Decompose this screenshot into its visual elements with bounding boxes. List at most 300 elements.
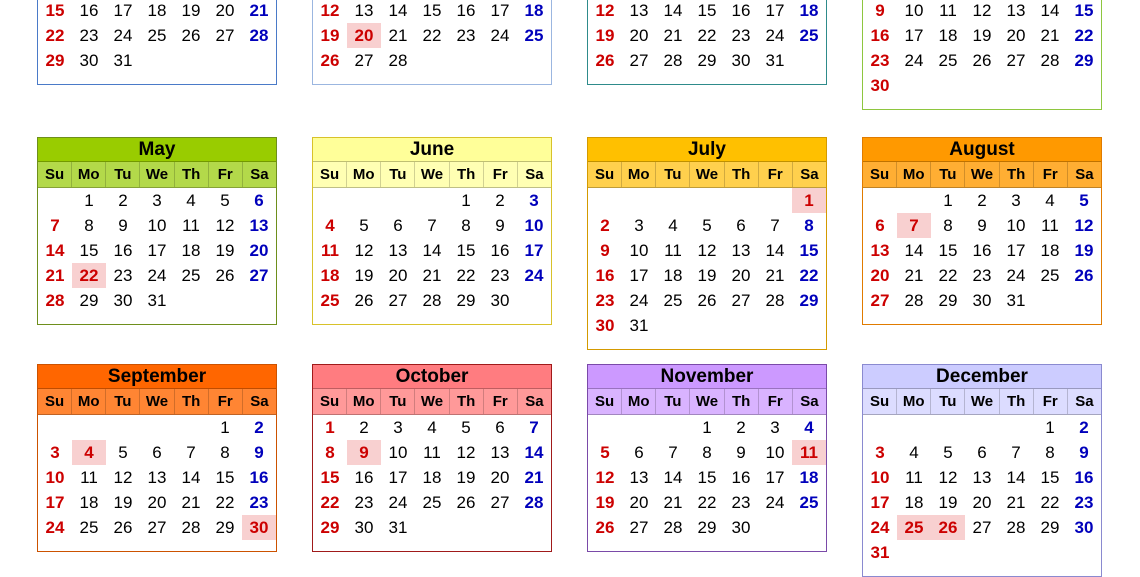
day-cell: 15 bbox=[422, 1, 442, 20]
day-cell bbox=[517, 515, 551, 540]
day-cell bbox=[208, 48, 242, 73]
day-cell: 27 bbox=[490, 493, 510, 512]
day-cell: 20 bbox=[1006, 26, 1026, 45]
day-cell: 27 bbox=[629, 51, 649, 70]
day-cell: 22 bbox=[422, 26, 442, 45]
day-cell: 21 bbox=[45, 266, 65, 285]
week-row bbox=[588, 440, 826, 465]
day-cell: 7 bbox=[668, 443, 678, 462]
day-cell: 30 bbox=[972, 291, 992, 310]
day-cell: 1 bbox=[792, 188, 826, 213]
weekday-label: Fr bbox=[209, 389, 243, 414]
day-cell: 9 bbox=[254, 443, 264, 462]
day-cell: 23 bbox=[354, 493, 374, 512]
day-cell: 15 bbox=[799, 241, 819, 260]
day-cell: 1 bbox=[702, 418, 712, 437]
day-cell: 2 bbox=[254, 418, 264, 437]
day-cell: 27 bbox=[215, 26, 235, 45]
month-september bbox=[37, 364, 277, 552]
day-cell: 11 bbox=[423, 443, 441, 462]
week-row bbox=[38, 440, 276, 465]
day-cell: 30 bbox=[870, 76, 890, 95]
day-cell: 23 bbox=[595, 291, 615, 310]
day-cell: 11 bbox=[939, 1, 957, 20]
day-cell: 14 bbox=[181, 468, 201, 487]
day-cell: 18 bbox=[904, 493, 924, 512]
weekday-label: Mo bbox=[622, 389, 656, 414]
weekday-header bbox=[313, 389, 551, 415]
day-cell: 30 bbox=[242, 515, 276, 540]
weekday-header bbox=[863, 162, 1101, 188]
month-title: October bbox=[313, 365, 551, 389]
day-cell bbox=[965, 415, 999, 440]
day-cell: 3 bbox=[152, 191, 162, 210]
day-cell: 22 bbox=[1040, 493, 1060, 512]
week-row bbox=[313, 465, 551, 490]
weekday-label: Su bbox=[38, 389, 72, 414]
day-cell bbox=[1067, 73, 1101, 98]
day-cell bbox=[483, 515, 517, 540]
day-cell: 5 bbox=[118, 443, 128, 462]
day-cell: 22 bbox=[320, 493, 340, 512]
week-row bbox=[38, 515, 276, 540]
weekday-label: Su bbox=[863, 162, 897, 187]
weekday-label: Fr bbox=[209, 162, 243, 187]
day-cell: 15 bbox=[45, 1, 65, 20]
day-cell: 15 bbox=[79, 241, 99, 260]
day-cell: 14 bbox=[388, 1, 408, 20]
weekday-label: Fr bbox=[759, 162, 793, 187]
day-cell bbox=[863, 188, 897, 213]
day-cell: 8 bbox=[461, 216, 471, 235]
day-cell: 3 bbox=[529, 191, 539, 210]
day-cell: 27 bbox=[731, 291, 751, 310]
day-cell: 31 bbox=[765, 51, 785, 70]
day-cell: 5 bbox=[359, 216, 369, 235]
week-row bbox=[588, 0, 826, 23]
weekday-label: Fr bbox=[484, 162, 518, 187]
day-cell: 31 bbox=[629, 316, 649, 335]
day-cell: 17 bbox=[870, 493, 890, 512]
day-cell: 15 bbox=[320, 468, 340, 487]
weekday-label: Sa bbox=[525, 166, 544, 183]
day-cell: 25 bbox=[1040, 266, 1060, 285]
month-title: July bbox=[588, 138, 826, 162]
day-cell: 27 bbox=[354, 51, 374, 70]
day-cell: 24 bbox=[147, 266, 167, 285]
weekday-label: Sa bbox=[1075, 393, 1094, 410]
day-cell: 8 bbox=[84, 216, 94, 235]
day-cell bbox=[690, 188, 724, 213]
day-cell: 19 bbox=[215, 241, 235, 260]
weekday-header bbox=[588, 162, 826, 188]
day-cell: 11 bbox=[905, 468, 923, 487]
day-cell bbox=[724, 188, 758, 213]
day-cell: 22 bbox=[938, 266, 958, 285]
day-cell: 28 bbox=[663, 518, 683, 537]
week-row bbox=[313, 515, 551, 540]
week-row bbox=[588, 415, 826, 440]
month-title: November bbox=[588, 365, 826, 389]
week-row bbox=[588, 238, 826, 263]
weekday-label: We bbox=[140, 389, 174, 414]
weekday-label: We bbox=[415, 162, 449, 187]
day-cell: 10 bbox=[388, 443, 408, 462]
day-cell: 17 bbox=[524, 241, 544, 260]
day-cell: 2 bbox=[359, 418, 369, 437]
week-row bbox=[38, 415, 276, 440]
day-cell bbox=[449, 48, 483, 73]
day-cell: 9 bbox=[118, 216, 128, 235]
weekday-label: Mo bbox=[347, 389, 381, 414]
day-cell: 25 bbox=[524, 26, 544, 45]
day-cell: 24 bbox=[765, 26, 785, 45]
day-cell: 15 bbox=[456, 241, 476, 260]
day-cell: 19 bbox=[595, 26, 615, 45]
day-cell: 20 bbox=[147, 493, 167, 512]
day-cell bbox=[588, 415, 622, 440]
day-cell: 15 bbox=[938, 241, 958, 260]
day-cell: 17 bbox=[388, 468, 408, 487]
day-cell: 8 bbox=[702, 443, 712, 462]
week-row bbox=[313, 490, 551, 515]
day-cell bbox=[999, 415, 1033, 440]
weekday-label: Sa bbox=[800, 393, 819, 410]
day-cell: 16 bbox=[354, 468, 374, 487]
week-row bbox=[313, 288, 551, 313]
day-cell: 13 bbox=[1006, 1, 1026, 20]
day-cell: 24 bbox=[490, 26, 510, 45]
day-cell: 18 bbox=[524, 1, 544, 20]
week-row bbox=[863, 415, 1101, 440]
day-cell: 28 bbox=[388, 51, 408, 70]
week-row bbox=[863, 263, 1101, 288]
day-cell bbox=[140, 415, 174, 440]
day-cell bbox=[483, 48, 517, 73]
week-row bbox=[313, 0, 551, 23]
day-cell: 27 bbox=[629, 518, 649, 537]
day-cell: 3 bbox=[875, 443, 885, 462]
day-cell: 29 bbox=[1074, 51, 1094, 70]
day-cell: 9 bbox=[600, 241, 610, 260]
day-cell: 11 bbox=[321, 241, 339, 260]
day-cell bbox=[724, 313, 758, 338]
week-row bbox=[863, 73, 1101, 98]
day-cell: 3 bbox=[770, 418, 780, 437]
day-cell: 30 bbox=[595, 316, 615, 335]
week-row bbox=[863, 288, 1101, 313]
day-cell: 23 bbox=[972, 266, 992, 285]
day-cell: 29 bbox=[697, 518, 717, 537]
day-cell bbox=[1067, 540, 1101, 565]
month-partial-4 bbox=[862, 0, 1102, 110]
day-cell bbox=[656, 313, 690, 338]
day-cell: 2 bbox=[977, 191, 987, 210]
day-cell: 21 bbox=[249, 1, 269, 20]
weekday-label: Mo bbox=[347, 162, 381, 187]
day-cell: 28 bbox=[1040, 51, 1060, 70]
week-row bbox=[863, 23, 1101, 48]
week-row bbox=[863, 188, 1101, 213]
month-partial-2 bbox=[312, 0, 552, 85]
day-cell: 24 bbox=[524, 266, 544, 285]
day-cell: 14 bbox=[765, 241, 785, 260]
day-cell: 16 bbox=[870, 26, 890, 45]
day-cell: 23 bbox=[113, 266, 133, 285]
day-cell bbox=[174, 288, 208, 313]
day-cell: 5 bbox=[461, 418, 471, 437]
day-cell: 19 bbox=[938, 493, 958, 512]
day-cell: 21 bbox=[904, 266, 924, 285]
weekday-label: We bbox=[140, 162, 174, 187]
day-cell bbox=[517, 288, 551, 313]
day-cell: 21 bbox=[388, 26, 408, 45]
day-cell bbox=[656, 415, 690, 440]
day-cell bbox=[622, 415, 656, 440]
day-cell: 29 bbox=[799, 291, 819, 310]
day-cell bbox=[999, 73, 1033, 98]
day-cell: 22 bbox=[799, 266, 819, 285]
day-cell: 3 bbox=[1011, 191, 1021, 210]
day-cell: 18 bbox=[79, 493, 99, 512]
day-cell: 21 bbox=[524, 468, 544, 487]
day-cell: 22 bbox=[215, 493, 235, 512]
day-cell: 5 bbox=[600, 443, 610, 462]
week-row bbox=[588, 515, 826, 540]
day-cell: 9 bbox=[347, 440, 381, 465]
day-cell: 12 bbox=[215, 216, 235, 235]
day-cell: 22 bbox=[72, 263, 106, 288]
week-row bbox=[313, 415, 551, 440]
day-cell: 20 bbox=[215, 1, 235, 20]
week-row bbox=[863, 490, 1101, 515]
day-cell: 20 bbox=[388, 266, 408, 285]
day-cell: 25 bbox=[897, 515, 931, 540]
day-cell: 25 bbox=[181, 266, 201, 285]
day-cell: 17 bbox=[765, 468, 785, 487]
day-cell: 21 bbox=[422, 266, 442, 285]
month-october bbox=[312, 364, 552, 552]
day-cell: 12 bbox=[595, 1, 615, 20]
weekday-label: Sa bbox=[525, 393, 544, 410]
day-cell: 13 bbox=[490, 443, 510, 462]
day-cell: 12 bbox=[1074, 216, 1094, 235]
week-row bbox=[313, 263, 551, 288]
day-cell: 9 bbox=[495, 216, 505, 235]
day-cell bbox=[897, 188, 931, 213]
day-cell bbox=[999, 540, 1033, 565]
day-cell: 4 bbox=[1045, 191, 1055, 210]
weekday-label: Th bbox=[725, 389, 759, 414]
day-cell: 28 bbox=[1006, 518, 1026, 537]
week-row bbox=[38, 48, 276, 73]
day-cell: 7 bbox=[50, 216, 60, 235]
day-cell: 30 bbox=[79, 51, 99, 70]
week-row bbox=[38, 188, 276, 213]
day-cell bbox=[208, 288, 242, 313]
day-cell bbox=[690, 313, 724, 338]
day-cell: 26 bbox=[181, 26, 201, 45]
day-cell: 31 bbox=[388, 518, 408, 537]
day-cell: 17 bbox=[904, 26, 924, 45]
month-title: August bbox=[863, 138, 1101, 162]
day-cell: 26 bbox=[456, 493, 476, 512]
day-cell: 23 bbox=[870, 51, 890, 70]
day-cell: 26 bbox=[931, 515, 965, 540]
day-cell: 18 bbox=[1040, 241, 1060, 260]
day-cell: 9 bbox=[875, 1, 885, 20]
day-cell: 8 bbox=[325, 443, 335, 462]
week-row bbox=[863, 515, 1101, 540]
weekday-label: Su bbox=[863, 389, 897, 414]
day-cell bbox=[792, 515, 826, 540]
day-cell bbox=[242, 288, 276, 313]
day-cell bbox=[897, 540, 931, 565]
week-row bbox=[588, 213, 826, 238]
day-cell bbox=[863, 415, 897, 440]
day-cell: 3 bbox=[634, 216, 644, 235]
day-cell: 28 bbox=[663, 51, 683, 70]
day-cell: 1 bbox=[220, 418, 230, 437]
day-cell: 19 bbox=[595, 493, 615, 512]
week-row bbox=[313, 48, 551, 73]
week-row bbox=[38, 288, 276, 313]
day-cell: 10 bbox=[147, 216, 167, 235]
day-cell: 26 bbox=[215, 266, 235, 285]
day-cell: 12 bbox=[972, 1, 992, 20]
day-cell: 15 bbox=[697, 1, 717, 20]
day-cell: 28 bbox=[422, 291, 442, 310]
day-cell bbox=[1033, 73, 1067, 98]
day-cell bbox=[313, 188, 347, 213]
day-cell: 4 bbox=[909, 443, 919, 462]
day-cell: 7 bbox=[186, 443, 196, 462]
day-cell: 18 bbox=[663, 266, 683, 285]
day-cell: 18 bbox=[320, 266, 340, 285]
week-row bbox=[313, 23, 551, 48]
day-cell: 9 bbox=[1079, 443, 1089, 462]
day-cell: 1 bbox=[325, 418, 335, 437]
weekday-label: Tu bbox=[106, 162, 140, 187]
day-cell: 17 bbox=[1006, 241, 1026, 260]
weekday-header bbox=[38, 389, 276, 415]
day-cell: 22 bbox=[456, 266, 476, 285]
day-cell: 30 bbox=[1074, 518, 1094, 537]
day-cell: 20 bbox=[347, 23, 381, 48]
day-cell: 16 bbox=[456, 1, 476, 20]
day-cell: 11 bbox=[182, 216, 200, 235]
day-cell: 12 bbox=[113, 468, 133, 487]
day-cell: 26 bbox=[113, 518, 133, 537]
day-cell: 27 bbox=[388, 291, 408, 310]
week-row bbox=[863, 213, 1101, 238]
day-cell: 16 bbox=[595, 266, 615, 285]
day-cell: 6 bbox=[736, 216, 746, 235]
day-cell: 16 bbox=[79, 1, 99, 20]
weekday-label: Fr bbox=[484, 389, 518, 414]
day-cell: 26 bbox=[697, 291, 717, 310]
day-cell bbox=[931, 73, 965, 98]
day-cell bbox=[931, 540, 965, 565]
day-cell: 17 bbox=[45, 493, 65, 512]
day-cell: 27 bbox=[147, 518, 167, 537]
day-cell: 28 bbox=[765, 291, 785, 310]
weekday-label: Tu bbox=[381, 389, 415, 414]
day-cell: 28 bbox=[45, 291, 65, 310]
day-cell bbox=[656, 188, 690, 213]
day-cell: 1 bbox=[84, 191, 94, 210]
day-cell: 19 bbox=[354, 266, 374, 285]
day-cell: 15 bbox=[1074, 1, 1094, 20]
day-cell: 27 bbox=[1006, 51, 1026, 70]
day-cell: 29 bbox=[697, 51, 717, 70]
weekday-label: Tu bbox=[656, 389, 690, 414]
day-cell: 13 bbox=[249, 216, 269, 235]
month-title: December bbox=[863, 365, 1101, 389]
day-cell: 10 bbox=[45, 468, 65, 487]
day-cell: 25 bbox=[79, 518, 99, 537]
day-cell: 13 bbox=[388, 241, 408, 260]
day-cell: 17 bbox=[765, 1, 785, 20]
week-row bbox=[863, 440, 1101, 465]
weekday-label: We bbox=[415, 389, 449, 414]
weekday-label: Mo bbox=[897, 162, 931, 187]
day-cell: 8 bbox=[804, 216, 814, 235]
week-row bbox=[863, 540, 1101, 565]
day-cell: 1 bbox=[1045, 418, 1055, 437]
day-cell: 10 bbox=[524, 216, 544, 235]
day-cell: 18 bbox=[422, 468, 442, 487]
day-cell: 29 bbox=[1040, 518, 1060, 537]
day-cell: 30 bbox=[354, 518, 374, 537]
day-cell: 20 bbox=[972, 493, 992, 512]
week-row bbox=[313, 440, 551, 465]
week-row bbox=[588, 490, 826, 515]
day-cell bbox=[106, 415, 140, 440]
day-cell: 18 bbox=[938, 26, 958, 45]
day-cell bbox=[588, 188, 622, 213]
day-cell: 29 bbox=[79, 291, 99, 310]
day-cell: 20 bbox=[731, 266, 751, 285]
day-cell: 1 bbox=[943, 191, 953, 210]
weekday-header bbox=[863, 389, 1101, 415]
week-row bbox=[313, 188, 551, 213]
weekday-label: Sa bbox=[800, 166, 819, 183]
day-cell: 2 bbox=[495, 191, 505, 210]
day-cell: 16 bbox=[731, 468, 751, 487]
day-cell: 19 bbox=[456, 468, 476, 487]
day-cell: 25 bbox=[663, 291, 683, 310]
weekday-label: Tu bbox=[931, 162, 965, 187]
day-cell: 6 bbox=[254, 191, 264, 210]
day-cell: 6 bbox=[495, 418, 505, 437]
day-cell bbox=[792, 313, 826, 338]
day-cell: 25 bbox=[799, 493, 819, 512]
day-cell: 8 bbox=[943, 216, 953, 235]
weekday-label: Tu bbox=[931, 389, 965, 414]
day-cell: 13 bbox=[629, 1, 649, 20]
week-row bbox=[38, 263, 276, 288]
day-cell: 13 bbox=[354, 1, 374, 20]
day-cell: 4 bbox=[804, 418, 814, 437]
day-cell: 14 bbox=[1006, 468, 1026, 487]
day-cell: 13 bbox=[870, 241, 890, 260]
day-cell: 4 bbox=[668, 216, 678, 235]
day-cell: 13 bbox=[147, 468, 167, 487]
weekday-label: Su bbox=[313, 389, 347, 414]
day-cell: 2 bbox=[1079, 418, 1089, 437]
day-cell: 30 bbox=[731, 518, 751, 537]
